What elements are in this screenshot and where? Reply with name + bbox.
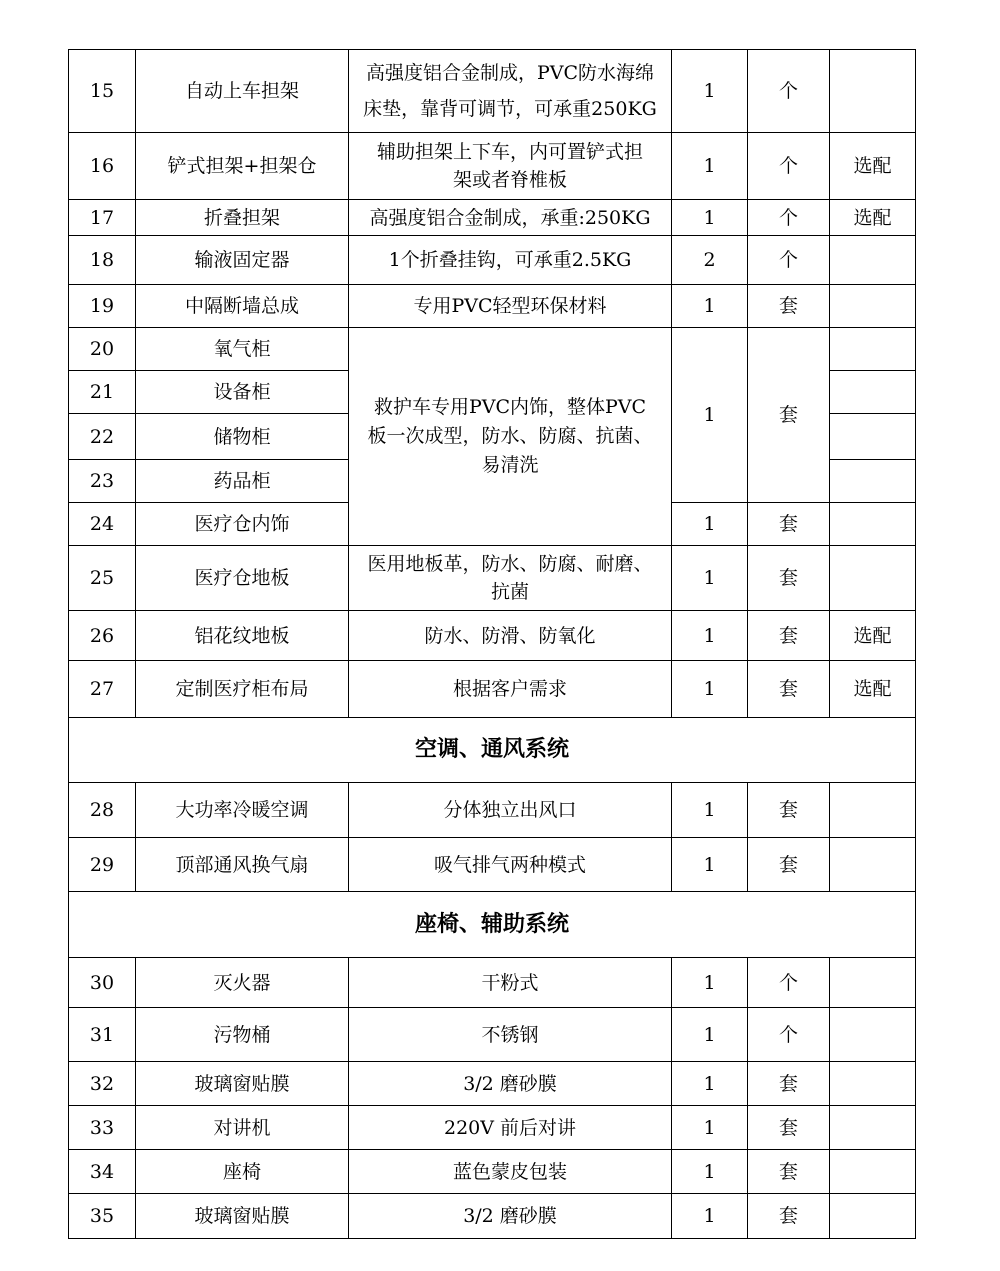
item-description bbox=[349, 661, 672, 718]
item-quantity: 1 bbox=[672, 133, 748, 200]
item-description bbox=[349, 611, 672, 661]
item-name: 医疗仓地板 bbox=[136, 546, 349, 611]
item-name: 设备柜 bbox=[136, 371, 349, 414]
item-name: 医疗仓内饰 bbox=[136, 503, 349, 546]
description-line: 架或者脊椎板 bbox=[452, 169, 567, 191]
item-quantity: 1 bbox=[672, 50, 748, 133]
description-line: 不锈钢 bbox=[481, 1023, 539, 1046]
description-line: 3/2 磨砂膜 bbox=[463, 1072, 557, 1095]
description-line: 吸气排气两种模式 bbox=[433, 853, 586, 876]
item-name: 铲式担架+担架仓 bbox=[136, 133, 349, 200]
item-note bbox=[830, 1150, 916, 1194]
item-description bbox=[349, 1150, 672, 1194]
item-description bbox=[349, 1008, 672, 1062]
table-row bbox=[69, 611, 916, 661]
item-description bbox=[349, 236, 672, 285]
table-row bbox=[69, 1194, 916, 1239]
table-row bbox=[69, 200, 916, 236]
item-name: 输液固定器 bbox=[136, 236, 349, 285]
item-name: 中隔断墙总成 bbox=[136, 285, 349, 328]
item-number: 15 bbox=[69, 50, 136, 133]
item-quantity: 1 bbox=[672, 503, 748, 546]
item-note: 选配 bbox=[830, 611, 916, 661]
item-quantity: 1 bbox=[672, 1150, 748, 1194]
item-note bbox=[830, 236, 916, 285]
item-note bbox=[830, 1106, 916, 1150]
table-row bbox=[69, 285, 916, 328]
item-name: 大功率冷暖空调 bbox=[136, 783, 349, 838]
table-row bbox=[69, 661, 916, 718]
item-number: 31 bbox=[69, 1008, 136, 1062]
item-note bbox=[830, 460, 916, 503]
item-number: 33 bbox=[69, 1106, 136, 1150]
item-name: 自动上车担架 bbox=[136, 50, 349, 133]
item-description bbox=[349, 1062, 672, 1106]
cabinet-group-description bbox=[349, 328, 672, 546]
item-number: 25 bbox=[69, 546, 136, 611]
item-unit: 套 bbox=[748, 1062, 830, 1106]
item-number: 18 bbox=[69, 236, 136, 285]
item-quantity: 1 bbox=[672, 200, 748, 236]
item-note bbox=[830, 50, 916, 133]
item-number: 27 bbox=[69, 661, 136, 718]
description-line: 干粉式 bbox=[481, 971, 539, 994]
item-name: 对讲机 bbox=[136, 1106, 349, 1150]
item-description bbox=[349, 133, 672, 200]
item-number: 19 bbox=[69, 285, 136, 328]
item-unit: 套 bbox=[748, 783, 830, 838]
table-row bbox=[69, 133, 916, 200]
cabinet-group-quantity: 1 bbox=[672, 328, 748, 503]
item-note bbox=[830, 783, 916, 838]
item-description bbox=[349, 1106, 672, 1150]
item-unit: 个 bbox=[748, 200, 830, 236]
item-unit: 套 bbox=[748, 1194, 830, 1239]
item-note bbox=[830, 285, 916, 328]
item-quantity: 2 bbox=[672, 236, 748, 285]
table-row bbox=[69, 546, 916, 611]
item-unit: 套 bbox=[748, 838, 830, 892]
item-description bbox=[349, 838, 672, 892]
description-line: 抗菌 bbox=[490, 581, 529, 603]
item-description bbox=[349, 546, 672, 611]
item-number: 20 bbox=[69, 328, 136, 371]
description-line: 高强度铝合金制成，PVC防水海绵 bbox=[365, 62, 655, 84]
item-name: 氧气柜 bbox=[136, 328, 349, 371]
spec-table-body bbox=[69, 50, 916, 1239]
table-row bbox=[69, 1150, 916, 1194]
description-line: 医用地板革，防水、防腐、耐磨、 bbox=[367, 553, 653, 575]
item-quantity: 1 bbox=[672, 1008, 748, 1062]
equipment-spec-table bbox=[68, 49, 916, 1239]
item-unit: 个 bbox=[748, 1008, 830, 1062]
section-heading-hvac: 空调、通风系统 bbox=[69, 718, 916, 783]
item-name: 污物桶 bbox=[136, 1008, 349, 1062]
item-note bbox=[830, 328, 916, 371]
table-row bbox=[69, 1062, 916, 1106]
item-number: 34 bbox=[69, 1150, 136, 1194]
item-quantity: 1 bbox=[672, 546, 748, 611]
item-name: 药品柜 bbox=[136, 460, 349, 503]
item-name: 储物柜 bbox=[136, 414, 349, 460]
item-description bbox=[349, 958, 672, 1008]
item-number: 29 bbox=[69, 838, 136, 892]
item-name: 顶部通风换气扇 bbox=[136, 838, 349, 892]
item-number: 21 bbox=[69, 371, 136, 414]
item-note bbox=[830, 1062, 916, 1106]
item-quantity: 1 bbox=[672, 285, 748, 328]
section-row bbox=[69, 892, 916, 958]
item-quantity: 1 bbox=[672, 611, 748, 661]
item-note bbox=[830, 1008, 916, 1062]
item-name: 座椅 bbox=[136, 1150, 349, 1194]
item-unit: 套 bbox=[748, 661, 830, 718]
item-note: 选配 bbox=[830, 133, 916, 200]
item-name: 定制医疗柜布局 bbox=[136, 661, 349, 718]
item-quantity: 1 bbox=[672, 838, 748, 892]
item-note bbox=[830, 1194, 916, 1239]
description-line: 蓝色蒙皮包装 bbox=[452, 1160, 567, 1183]
description-line: 根据客户需求 bbox=[452, 678, 567, 700]
description-line: 辅助担架上下车，内可置铲式担 bbox=[376, 141, 643, 163]
table-row bbox=[69, 783, 916, 838]
table-row bbox=[69, 838, 916, 892]
item-unit: 套 bbox=[748, 611, 830, 661]
item-quantity: 1 bbox=[672, 1194, 748, 1239]
item-description bbox=[349, 285, 672, 328]
description-line: 防水、防滑、防氧化 bbox=[424, 624, 596, 647]
table-row bbox=[69, 50, 916, 133]
description-line: 3/2 磨砂膜 bbox=[463, 1205, 557, 1227]
item-name: 灭火器 bbox=[136, 958, 349, 1008]
description-line: 1个折叠挂钩，可承重2.5KG bbox=[388, 249, 632, 271]
item-number: 32 bbox=[69, 1062, 136, 1106]
item-quantity: 1 bbox=[672, 783, 748, 838]
item-quantity: 1 bbox=[672, 958, 748, 1008]
item-number: 30 bbox=[69, 958, 136, 1008]
item-description bbox=[349, 50, 672, 133]
description-line: 分体独立出风口 bbox=[443, 799, 577, 821]
description-line: 易清洗 bbox=[481, 454, 539, 476]
item-note bbox=[830, 546, 916, 611]
item-description bbox=[349, 200, 672, 236]
item-note bbox=[830, 503, 916, 546]
item-name: 玻璃窗贴膜 bbox=[136, 1194, 349, 1239]
description-line: 救护车专用PVC内饰，整体PVC bbox=[373, 396, 647, 418]
item-unit: 套 bbox=[748, 546, 830, 611]
item-note bbox=[830, 371, 916, 414]
item-note bbox=[830, 838, 916, 892]
item-number: 24 bbox=[69, 503, 136, 546]
table-row bbox=[69, 1106, 916, 1150]
item-unit: 个 bbox=[748, 50, 830, 133]
section-heading-seating: 座椅、辅助系统 bbox=[69, 892, 916, 958]
item-number: 22 bbox=[69, 414, 136, 460]
item-number: 35 bbox=[69, 1194, 136, 1239]
section-row bbox=[69, 718, 916, 783]
item-number: 26 bbox=[69, 611, 136, 661]
item-unit: 套 bbox=[748, 285, 830, 328]
item-unit: 个 bbox=[748, 133, 830, 200]
item-name: 铝花纹地板 bbox=[136, 611, 349, 661]
item-quantity: 1 bbox=[672, 1106, 748, 1150]
description-line: 板一次成型，防水、防腐、抗菌、 bbox=[367, 425, 653, 447]
cabinet-group-unit: 套 bbox=[748, 328, 830, 503]
item-number: 16 bbox=[69, 133, 136, 200]
item-number: 23 bbox=[69, 460, 136, 503]
item-description bbox=[349, 1194, 672, 1239]
item-name: 折叠担架 bbox=[136, 200, 349, 236]
item-unit: 个 bbox=[748, 958, 830, 1008]
item-note: 选配 bbox=[830, 200, 916, 236]
item-unit: 套 bbox=[748, 503, 830, 546]
table-row bbox=[69, 958, 916, 1008]
item-number: 17 bbox=[69, 200, 136, 236]
item-quantity: 1 bbox=[672, 661, 748, 718]
item-unit: 套 bbox=[748, 1106, 830, 1150]
item-unit: 套 bbox=[748, 1150, 830, 1194]
item-description bbox=[349, 783, 672, 838]
item-note bbox=[830, 414, 916, 460]
table-row bbox=[69, 1008, 916, 1062]
description-line: 专用PVC轻型环保材料 bbox=[413, 295, 607, 317]
table-row bbox=[69, 236, 916, 285]
table-row bbox=[69, 328, 916, 371]
description-line: 高强度铝合金制成，承重:250KG bbox=[369, 206, 651, 229]
description-line: 220V 前后对讲 bbox=[443, 1116, 577, 1139]
item-note bbox=[830, 958, 916, 1008]
item-note: 选配 bbox=[830, 661, 916, 718]
item-unit: 个 bbox=[748, 236, 830, 285]
item-number: 28 bbox=[69, 783, 136, 838]
item-quantity: 1 bbox=[672, 1062, 748, 1106]
item-name: 玻璃窗贴膜 bbox=[136, 1062, 349, 1106]
description-line: 床垫，靠背可调节，可承重250KG bbox=[363, 98, 657, 120]
